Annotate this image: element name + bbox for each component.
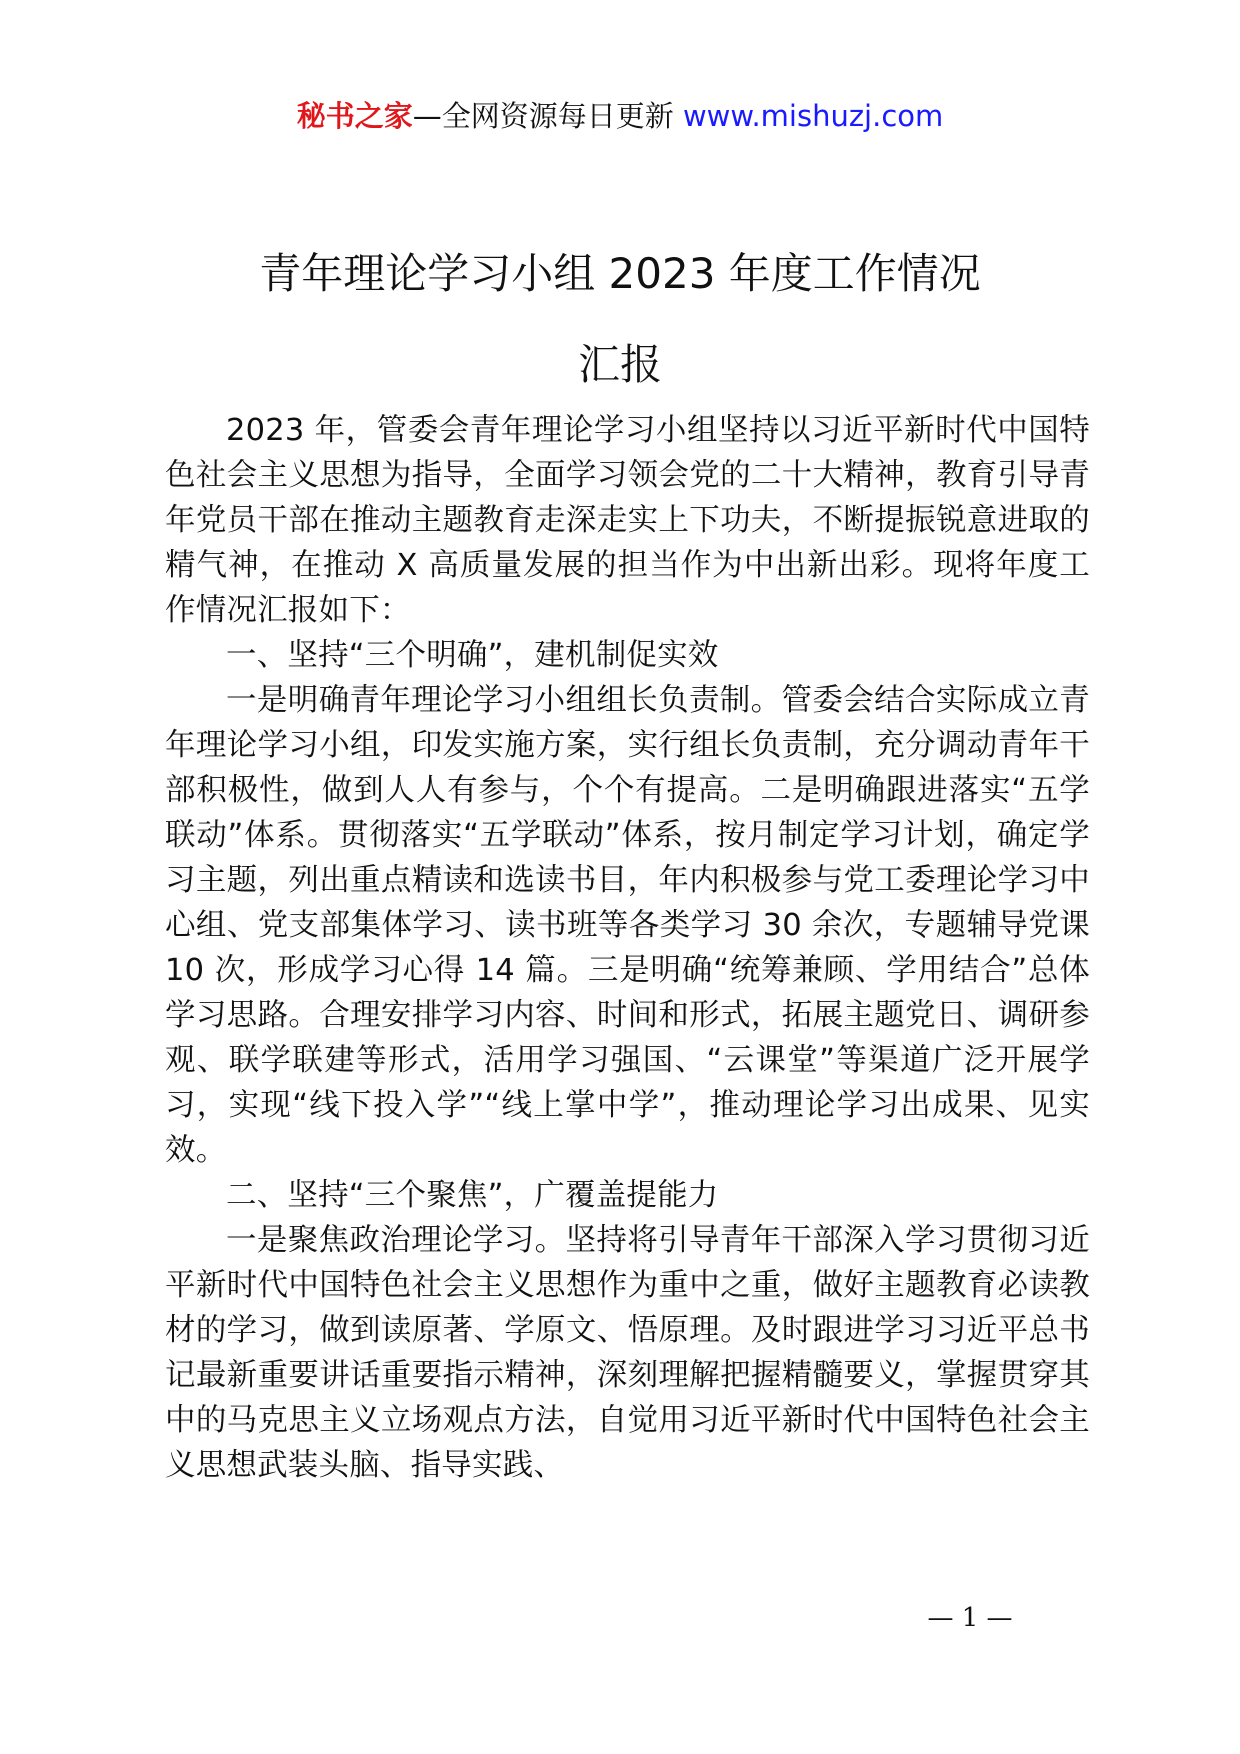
section-heading-1: 一、坚持“三个明确”，建机制促实效 xyxy=(226,638,719,673)
brand-name: 秘书之家 xyxy=(296,99,413,133)
section-heading-2: 二、坚持“三个聚焦”，广覆盖提能力 xyxy=(226,1178,719,1213)
document-title-line-1: 青年理论学习小组 2023 年度工作情况 xyxy=(259,249,981,298)
section-1-paragraph: 一是明确青年理论学习小组组长负责制。管委会结合实际成立青年理论学习小组，印发实施方案，实行组长负责制，充分调动青年干部积极性，做到人人有参与，个个有提高。二是明确跟进落实“五学联动”体系。贯彻落实“五学联动”体系，按月制定学习计划，确定学习主题，列出重点精读和选读书目，年内积极参与党工委理论学习中心组、党支部集体学习、读书班等各类学习 30 余次，专题辅导党课 10 次，形成学习心得 14 篇。三是明确“统筹兼顾、学用结合”总体学习思路。合理安排学习内容、时间和形式，拓展主题党日、调研参观、联学联建等形式，活用学习强国、“云课堂”等渠道广泛开展学习，实现“线下投入学”“线上掌中学”，推动理论学习出成果、见实效。 xyxy=(165,683,1090,1168)
banner-slogan: —全网资源每日更新 xyxy=(412,99,683,133)
intro-paragraph: 2023 年，管委会青年理论学习小组坚持以习近平新时代中国特色社会主义思想为指导，全面学习领会党的二十大精神，教育引导青年党员干部在推动主题教育走深走实上下功夫，不断提振锐意进取的精气神，在推动 X 高质量发展的担当作为中出新出彩。现将年度工作情况汇报如下： xyxy=(165,413,1090,628)
document-body xyxy=(165,408,1090,1488)
page-number: — 1 — xyxy=(927,1603,1013,1633)
site-banner xyxy=(0,96,1240,136)
section-2-paragraph: 一是聚焦政治理论学习。坚持将引导青年干部深入学习贯彻习近平新时代中国特色社会主义思想作为重中之重，做好主题教育必读教材的学习，做到读原著、学原文、悟原理。及时跟进学习习近平总书记最新重要讲话重要指示精神，深刻理解把握精髓要义，掌握贯穿其中的马克思主义立场观点方法，自觉用习近平新时代中国特色社会主义思想武装头脑、指导实践、 xyxy=(165,1223,1090,1483)
banner-url-link[interactable]: www.mishuzj.com xyxy=(682,99,944,133)
document-title-line-2: 汇报 xyxy=(577,340,662,389)
